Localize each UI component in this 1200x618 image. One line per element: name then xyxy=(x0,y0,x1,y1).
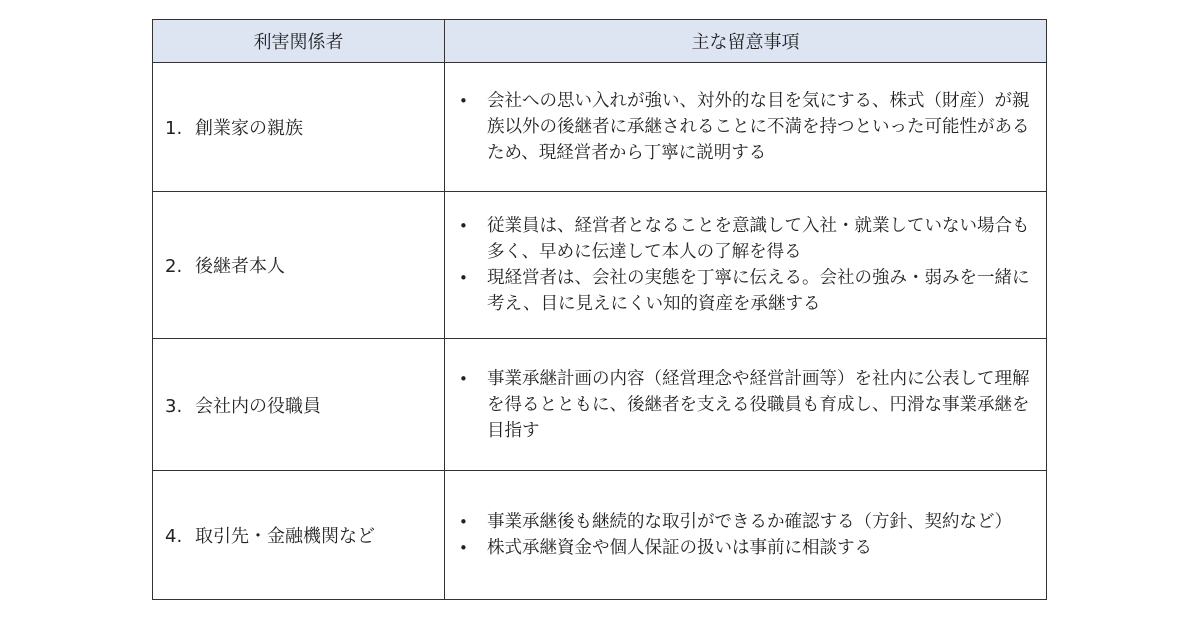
bullet-icon: • xyxy=(459,92,468,110)
note-text: 会社への思い入れが強い、対外的な目を気にする、株式（財産）が親族以外の後継者に承継されることに不満を持つといった可能性があるため、現経営者から丁寧に説明する xyxy=(487,91,1030,163)
notes-cell xyxy=(445,339,1047,471)
note-item xyxy=(457,88,1032,166)
note-text: 事業承継後も継続的な取引ができるか確認する（方針、契約など） xyxy=(487,512,1012,532)
note-item xyxy=(457,509,1032,535)
note-list xyxy=(457,366,1032,444)
header-stakeholder: 利害関係者 xyxy=(153,20,445,63)
bullet-icon: • xyxy=(459,369,468,388)
stakeholder-name: 創業家の親族 xyxy=(195,118,303,139)
notes-cell xyxy=(445,63,1047,192)
notes-cell xyxy=(445,471,1047,600)
note-list xyxy=(457,88,1032,166)
note-list xyxy=(457,509,1032,561)
table-row xyxy=(153,339,1047,471)
note-text: 従業員は、経営者となることを意識して入社・就業していない場合も多く、早めに伝達して本人の了解を得る xyxy=(487,216,1030,262)
bullet-icon: • xyxy=(459,539,468,557)
stakeholder-cell xyxy=(153,339,445,471)
table-row xyxy=(153,63,1047,192)
row-number: 1. xyxy=(165,118,183,139)
stakeholder-name: 後継者本人 xyxy=(195,256,285,277)
note-text: 事業承継計画の内容（経営理念や経営計画等）を社内に公表して理解を得るとともに、後継者を支える役職員も育成し、円滑な事業承継を目指す xyxy=(487,368,1030,441)
bullet-icon: • xyxy=(459,513,468,531)
stakeholder-table xyxy=(152,19,1047,600)
table-row xyxy=(153,471,1047,600)
row-number: 4. xyxy=(165,526,183,547)
stakeholder-cell xyxy=(153,471,445,600)
table-header-row xyxy=(153,20,1047,63)
note-item xyxy=(457,535,1032,561)
stakeholder-cell xyxy=(153,192,445,339)
stakeholder-cell xyxy=(153,63,445,192)
stakeholder-name: 会社内の役職員 xyxy=(195,395,321,417)
note-list xyxy=(457,213,1032,317)
row-number: 3. xyxy=(165,395,183,417)
note-item xyxy=(457,265,1032,317)
table-row xyxy=(153,192,1047,339)
note-item xyxy=(457,213,1032,265)
row-number: 2. xyxy=(165,256,183,277)
note-text: 現経営者は、会社の実態を丁寧に伝える。会社の強み・弱みを一緒に考え、目に見えにくい知的資産を承継する xyxy=(487,268,1030,314)
bullet-icon: • xyxy=(459,217,468,235)
bullet-icon: • xyxy=(459,269,468,287)
notes-cell xyxy=(445,192,1047,339)
note-item xyxy=(457,366,1032,444)
header-notes: 主な留意事項 xyxy=(445,20,1047,63)
note-text: 株式承継資金や個人保証の扱いは事前に相談する xyxy=(487,538,872,558)
stakeholder-name: 取引先・金融機関など xyxy=(195,526,375,547)
